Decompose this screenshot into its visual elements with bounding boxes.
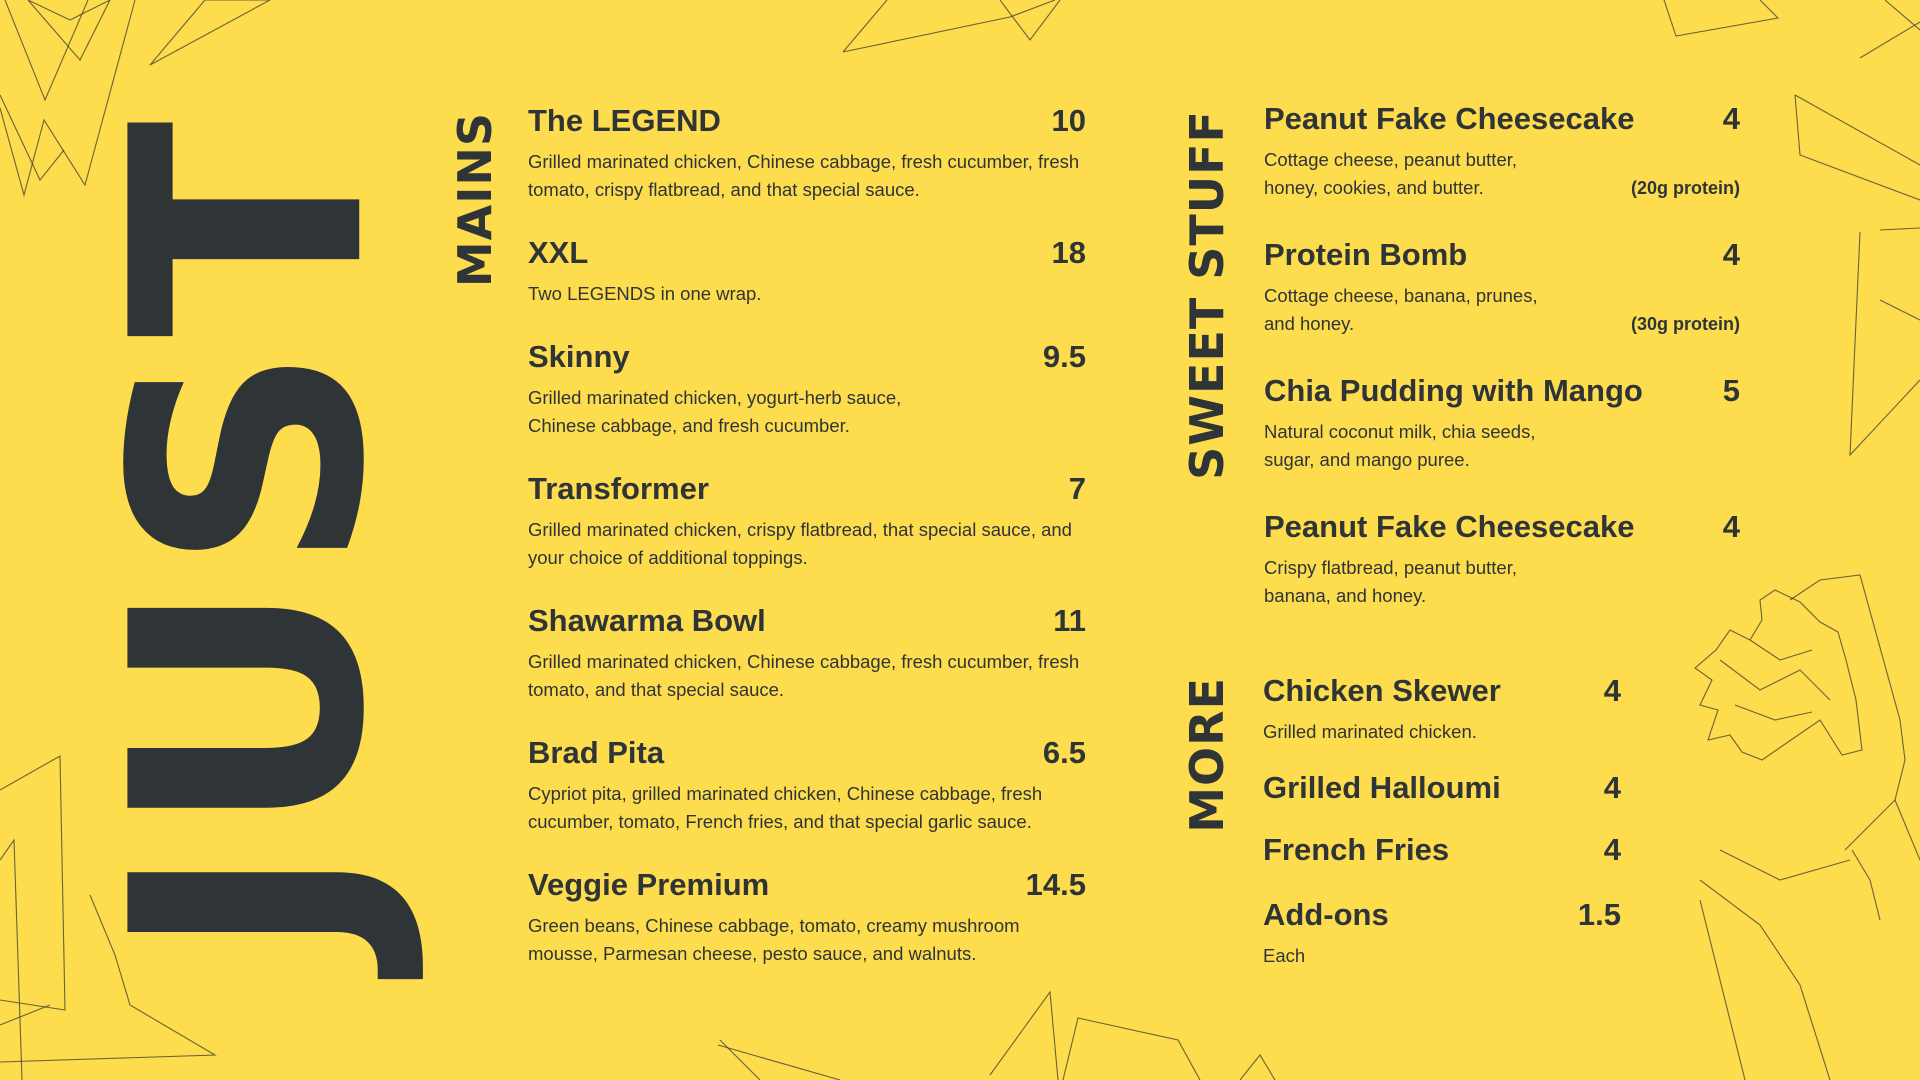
item-description: Green beans, Chinese cabbage, tomato, creamy mushroom mousse, Parmesan cheese, pesto sauce, and walnuts.	[528, 915, 1020, 965]
item-description: Crispy flatbread, peanut butter, banana, and honey.	[1264, 557, 1517, 607]
menu-item-french-fries	[1263, 831, 1621, 868]
menu-item-chia-pudding-with-mango	[1264, 372, 1740, 474]
item-name: Add-ons	[1263, 897, 1389, 932]
item-price: 11	[1053, 603, 1086, 638]
item-description: Each	[1263, 945, 1306, 967]
item-name: XXL	[528, 235, 589, 270]
item-description: Cottage cheese, peanut butter, honey, cookies, and butter.	[1264, 149, 1518, 199]
section-label-more: MORE	[1180, 677, 1234, 833]
item-price: 7	[1068, 471, 1086, 506]
menu-item-the-legend	[528, 102, 1086, 204]
item-name: Grilled Halloumi	[1263, 770, 1501, 805]
item-description: Grilled marinated chicken, crispy flatbread, that special sauce, and your choice of additional toppings.	[528, 519, 1072, 569]
item-price: 18	[1051, 235, 1086, 270]
menu-item-veggie-premium	[528, 866, 1086, 968]
item-price: 4	[1722, 237, 1740, 272]
menu-item-protein-bomb	[1264, 236, 1740, 338]
item-price: 6.5	[1042, 735, 1086, 770]
item-name: Veggie Premium	[528, 867, 770, 902]
menu-item-add-ons	[1263, 896, 1621, 970]
menu-item-brad-pita	[528, 734, 1086, 836]
item-name: Skinny	[528, 339, 630, 374]
item-price: 4	[1603, 770, 1621, 805]
item-price: 10	[1051, 103, 1086, 138]
protein-note: (20g protein)	[1630, 178, 1740, 199]
item-name: The LEGEND	[528, 103, 721, 138]
protein-note: (30g protein)	[1630, 314, 1740, 335]
item-name: Chia Pudding with Mango	[1264, 373, 1643, 408]
item-name: Chicken Skewer	[1263, 673, 1501, 708]
brand-title: JUST	[64, 114, 435, 962]
item-description: Cottage cheese, banana, prunes, and honey.	[1264, 285, 1538, 335]
item-price: 14.5	[1025, 867, 1086, 902]
item-description: Grilled marinated chicken, Chinese cabbage, fresh cucumber, fresh tomato, and that special sauce.	[528, 651, 1080, 701]
item-name: Peanut Fake Cheesecake	[1264, 509, 1635, 544]
section-label-sweet-stuff: SWEET STUFF	[1180, 110, 1234, 480]
menu-item-peanut-fake-cheesecake	[1264, 100, 1740, 202]
item-description: Grilled marinated chicken, yogurt-herb sauce, Chinese cabbage, and fresh cucumber.	[528, 387, 902, 437]
item-price: 1.5	[1577, 897, 1621, 932]
item-price: 4	[1722, 101, 1740, 136]
section-label-mains: MAINS	[448, 112, 502, 288]
item-name: French Fries	[1263, 832, 1450, 867]
brand-logo	[64, 110, 435, 966]
item-name: Brad Pita	[528, 735, 665, 770]
menu-item-xxl	[528, 234, 1086, 308]
item-description: Grilled marinated chicken.	[1263, 721, 1477, 743]
menu-item-peanut-fake-cheesecake-2	[1264, 508, 1740, 610]
item-name: Shawarma Bowl	[528, 603, 766, 638]
item-name: Protein Bomb	[1264, 237, 1468, 272]
item-description: Grilled marinated chicken, Chinese cabbage, fresh cucumber, fresh tomato, crispy flatbread, and that special sauce.	[528, 151, 1080, 201]
item-price: 4	[1603, 832, 1621, 867]
menu-item-shawarma-bowl	[528, 602, 1086, 704]
item-name: Transformer	[528, 471, 709, 506]
item-price: 9.5	[1042, 339, 1086, 374]
item-price: 5	[1722, 373, 1740, 408]
item-description: Cypriot pita, grilled marinated chicken, Chinese cabbage, fresh cucumber, tomato, French fries, and that special garlic sauce.	[528, 783, 1043, 833]
item-price: 4	[1603, 673, 1621, 708]
menu-item-chicken-skewer	[1263, 672, 1621, 746]
menu-item-skinny	[528, 338, 1086, 440]
item-description: Two LEGENDS in one wrap.	[528, 283, 762, 305]
menu-item-transformer	[528, 470, 1086, 572]
item-description: Natural coconut milk, chia seeds, sugar, and mango puree.	[1264, 421, 1536, 471]
item-name: Peanut Fake Cheesecake	[1264, 101, 1635, 136]
menu-item-grilled-halloumi	[1263, 769, 1621, 806]
item-price: 4	[1722, 509, 1740, 544]
